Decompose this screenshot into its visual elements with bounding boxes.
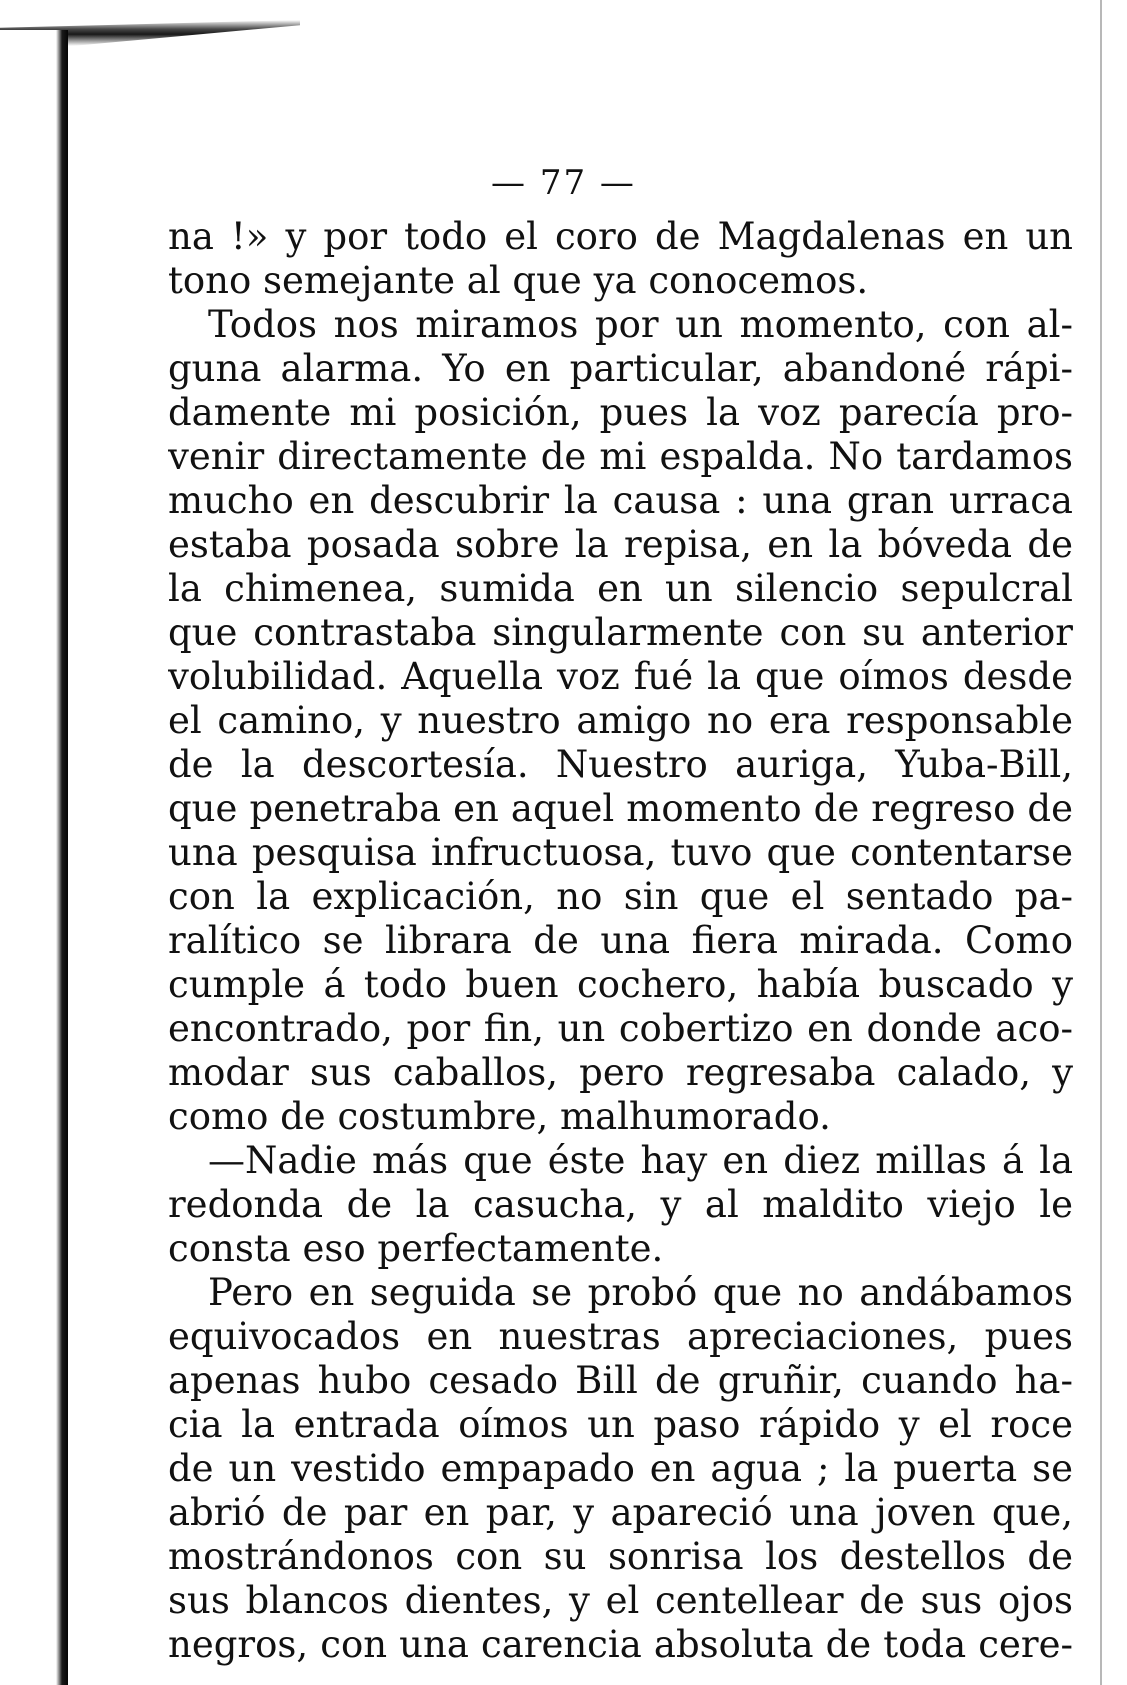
text-line: una pesquisa infructuosa, tuvo que contentarse xyxy=(168,831,1073,874)
text-line: Pero en seguida se probó que no andábamos xyxy=(208,1271,1073,1314)
text-line: que contrastaba singularmente con su anterior xyxy=(168,611,1073,654)
body-text xyxy=(168,215,1073,1667)
text-line: encontrado, por fin, un cobertizo en donde aco- xyxy=(168,1007,1073,1050)
text-line: con la explicación, no sin que el sentado pa- xyxy=(168,875,1073,918)
text-line: damente mi posición, pues la voz parecía pro- xyxy=(168,391,1073,434)
text-line: que penetraba en aquel momento de regreso de xyxy=(168,787,1073,830)
binding-shadow xyxy=(0,30,68,1685)
page-edge-rule xyxy=(1100,0,1102,1685)
text-line: ralítico se librara de una fiera mirada. Como xyxy=(168,919,1073,962)
text-line: abrió de par en par, y apareció una joven que, xyxy=(168,1491,1073,1534)
text-line: el camino, y nuestro amigo no era responsable xyxy=(168,699,1073,742)
page-number: — 77 — xyxy=(491,163,636,203)
text-line: redonda de la casucha, y al maldito viejo le xyxy=(168,1183,1073,1226)
text-line: volubilidad. Aquella voz fué la que oímos desde xyxy=(168,655,1073,698)
text-line: cumple á todo buen cochero, había buscado y xyxy=(168,963,1073,1006)
text-line: venir directamente de mi espalda. No tardamos xyxy=(168,435,1073,478)
text-line: de un vestido empapado en agua ; la puerta se xyxy=(168,1447,1073,1490)
text-line: guna alarma. Yo en particular, abandoné rápi- xyxy=(168,347,1073,390)
text-line: equivocados en nuestras apreciaciones, pues xyxy=(168,1315,1073,1358)
text-line: de la descortesía. Nuestro auriga, Yuba-Bill, xyxy=(168,743,1073,786)
text-line: mostrándonos con su sonrisa los destellos de xyxy=(168,1535,1073,1578)
text-line: apenas hubo cesado Bill de gruñir, cuando ha- xyxy=(168,1359,1073,1402)
text-line: na !» y por todo el coro de Magdalenas en un xyxy=(168,215,1073,258)
text-line: la chimenea, sumida en un silencio sepulcral xyxy=(168,567,1073,610)
text-line: estaba posada sobre la repisa, en la bóveda de xyxy=(168,523,1073,566)
text-line: consta eso perfectamente. xyxy=(168,1227,664,1270)
text-line: mucho en descubrir la causa : una gran urraca xyxy=(168,479,1073,522)
text-line: tono semejante al que ya conocemos. xyxy=(168,259,869,302)
text-line: Todos nos miramos por un momento, con al- xyxy=(208,303,1073,346)
text-line: —Nadie más que éste hay en diez millas á la xyxy=(208,1139,1073,1182)
text-line: negros, con una carencia absoluta de toda cere- xyxy=(168,1623,1073,1666)
text-line: sus blancos dientes, y el centellear de sus ojos xyxy=(168,1579,1073,1622)
text-line: cia la entrada oímos un paso rápido y el roce xyxy=(168,1403,1073,1446)
text-line: modar sus caballos, pero regresaba calado, y xyxy=(168,1051,1073,1094)
text-line: como de costumbre, malhumorado. xyxy=(168,1095,831,1138)
